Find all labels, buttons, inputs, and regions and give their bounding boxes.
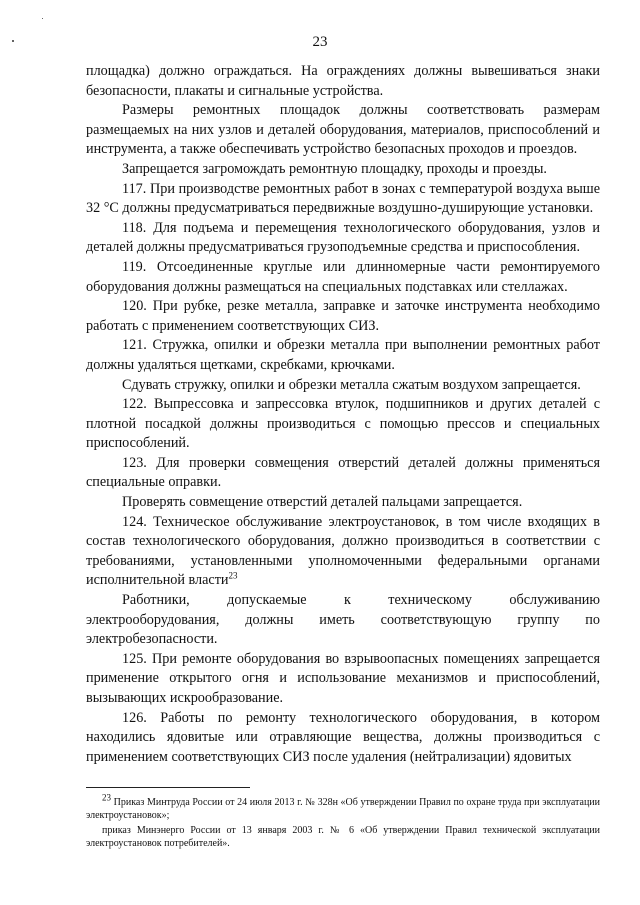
paragraph: Запрещается загромождать ремонтную площадку, проходы и проезды. [122,160,547,177]
footnote-text: Приказ Минтруда России от 24 июля 2013 г. № 328н «Об утверждении Правил по охране труда при эксплуатации электроустановок»; [86,797,600,821]
footnote [86,792,600,822]
footnote [86,825,600,850]
paragraph: Работники, допускаемые к техническому обслуживанию электрооборудования, должны иметь соответствующую группу по электробезопасности. [86,592,600,648]
paragraph: 117. При производстве ремонтных работ в зонах с температурой воздуха выше 32 °С должны предусматриваться передвижные воздушно-душирующие установки. [86,180,600,217]
paragraph: 123. Для проверки совмещения отверстий деталей должны применяться специальные оправки. [86,454,600,491]
paragraph: Сдувать стружку, опилки и обрезки металла сжатым воздухом запрещается. [122,376,581,393]
paragraph: Проверять совмещение отверстий деталей пальцами запрещается. [122,494,523,511]
paragraph: площадка) должно ограждаться. На ограждениях должны вывешиваться знаки безопасности, плакаты и сигнальные устройства. [86,63,600,99]
paragraph: 118. Для подъема и перемещения технологического оборудования, узлов и деталей должны предусматриваться грузоподъемные средства и приспособления. [86,219,600,256]
paragraph: Размеры ремонтных площадок должны соответствовать размерам размещаемых на них узлов и деталей оборудования, материалов, приспособлений и инструмента, а также обеспечивать устройство безопасных проходов и проездов. [86,102,600,158]
footnote-mark: 23 [102,792,111,803]
body-text [86,62,600,767]
paragraph: 121. Стружка, опилки и обрезки металла при выполнении ремонтных работ должны удаляться щетками, скребками, крючками. [86,337,600,373]
footnote-text: приказ Минэнерго России от 13 января 2003 г. № 6 «Об утверждении Правил технической эксплуатации электроустановок потребителей». [86,825,600,849]
paragraph-text: 124. Техническое обслуживание электроустановок, в том числе входящих в состав технологического оборудования, должно производиться в соответствии с требованиями, установленными уполномоченными федеральными органами исполнительной власти [86,513,600,589]
paragraph: 119. Отсоединенные круглые или длинномерные части ремонтируемого оборудования должны размещаться на специальных подставках или стеллажах. [86,258,600,295]
paragraph-with-footnote [86,513,600,591]
scan-speck [42,18,43,19]
footnotes [86,792,600,853]
paragraph: 125. При ремонте оборудования во взрывоопасных помещениях запрещается применение открытого огня и использование механизмов и приспособлений, вызывающих искрообразование. [86,650,600,706]
footnote-divider [86,787,250,788]
paragraph: 120. При рубке, резке металла, заправке и заточке инструмента необходимо работать с применением соответствующих СИЗ. [86,298,600,334]
paragraph: 122. Выпрессовка и запрессовка втулок, подшипников и других деталей с плотной посадкой должны производиться с помощью прессов и специальных приспособлений. [86,396,600,452]
paragraph: 126. Работы по ремонту технологического оборудования, в котором находились ядовитые или отравляющие вещества, должны производиться с применением соответствующих СИЗ после удаления (нейтрализации) ядовитых [86,709,600,765]
page-number: 23 [312,34,328,50]
footnote-reference[interactable]: 23 [228,570,238,581]
